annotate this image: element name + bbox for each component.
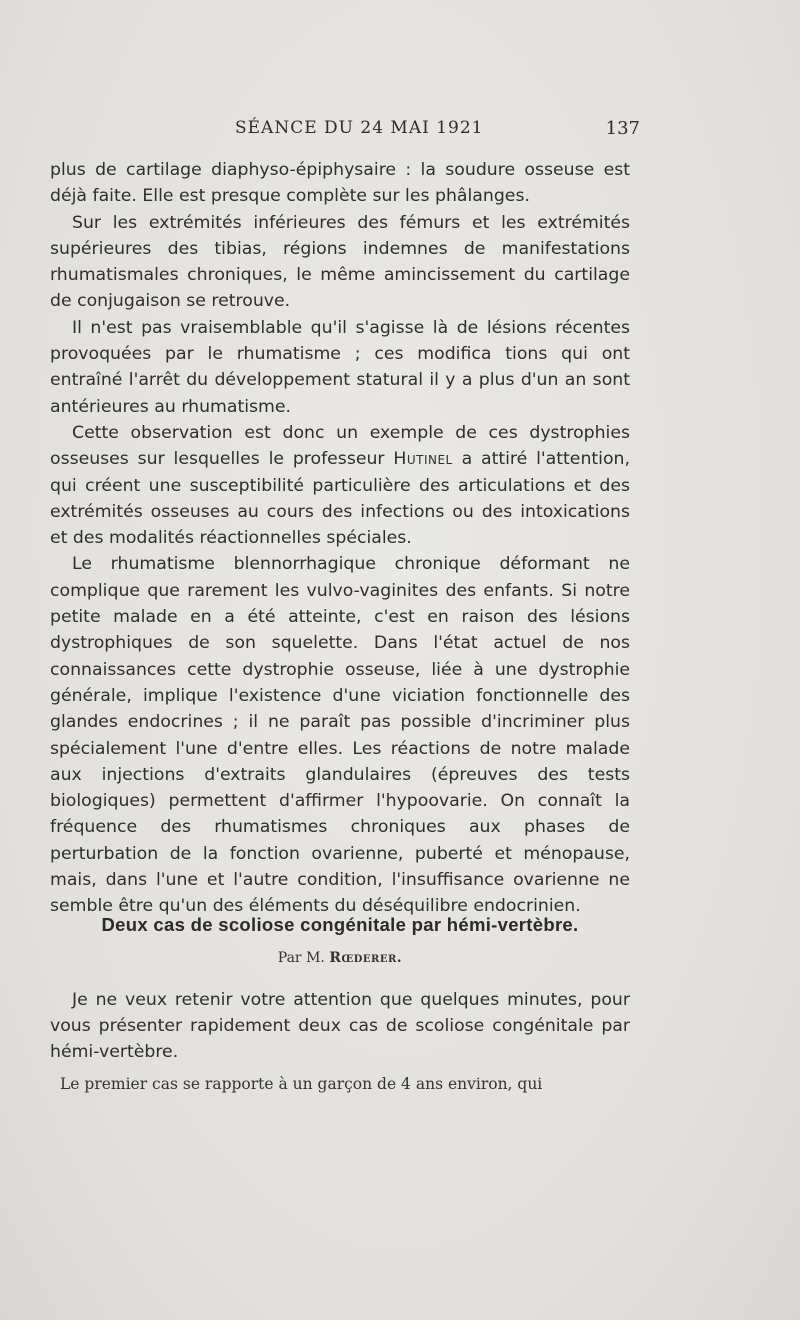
cited-name: Hutinel	[393, 449, 453, 470]
running-header	[50, 118, 640, 144]
section-body-continued	[50, 1072, 630, 1096]
paragraph-1: plus de cartilage diaphyso-épiphysaire : la soudure osseuse est déjà faite. Elle est presque complète sur les phâlanges.	[50, 160, 630, 207]
paragraph-4	[50, 420, 630, 551]
section-heading: Deux cas de scoliose congénitale par hémi-vertèbre.	[101, 914, 579, 935]
paragraph-2: Sur les extrémités inférieures des fémurs et les extrémités supérieures des tibias, régions indemnes de manifestations rhumatismales chroniques, le même amincissement du cartilage de conjugaison se retrouve.	[50, 212, 630, 312]
paragraph-4-after: a attiré l'attention, qui créent une susceptibilité particulière des articulations et des extrémités osseuses au cours des infections ou des intoxications et des modalités réactionnelles spéciales.	[50, 449, 630, 549]
body-text	[50, 157, 630, 920]
paragraph-7: Le premier cas se rapporte à un garçon de 4 ans environ, qui	[60, 1075, 543, 1093]
section-body	[50, 987, 630, 1065]
paragraph-4-before: Cette observation est donc un exemple de ces dystrophies osseuses sur lesquelles le professeur	[50, 422, 630, 470]
header-title: SÉANCE DU 24 MAI 1921	[235, 118, 484, 138]
paragraph-3: Il n'est pas vraisemblable qu'il s'agisse là de lésions récentes provoquées par le rhumatisme ; ces modifica tions qui ont entraîné l'arrêt du développement statural il y a plus d'un an sont antérieures au rhumatisme.	[50, 317, 630, 417]
author-prefix: Par M.	[277, 950, 325, 966]
paragraph-5: Le rhumatisme blennorrhagique chronique déformant ne complique que rarement les vulvo-vaginites des enfants. Si notre petite malade en a été atteinte, c'est en raison des lésions dystrophiques de son squelette. Dans l'état actuel de nos connaissances cette dystrophie osseuse, liée à une dystrophie générale, implique l'existence d'une viciation fonctionnelle des glandes endocrines ; il ne paraît pas possible d'incriminer plus spécialement l'une d'entre elles. Les réactions de notre malade aux injections d'extraits glandulaires (épreuves des tests biologiques) permettent d'affirmer l'hypoovarie. On connaît la fréquence des rhumatismes chroniques aux phases de perturbation de la fonction ovarienne, puberté et ménopause, mais, dans l'une et l'autre condition, l'insuffisance ovarienne ne semble être qu'un des éléments du déséquilibre endocrinien.	[50, 554, 630, 917]
author-name: Rœderer.	[329, 950, 403, 966]
author-line	[50, 950, 630, 966]
paragraph-6: Je ne veux retenir votre attention que quelques minutes, pour vous présenter rapidement deux cas de scoliose congénitale par hémi-vertèbre.	[50, 990, 630, 1062]
page-number: 137	[605, 118, 640, 139]
